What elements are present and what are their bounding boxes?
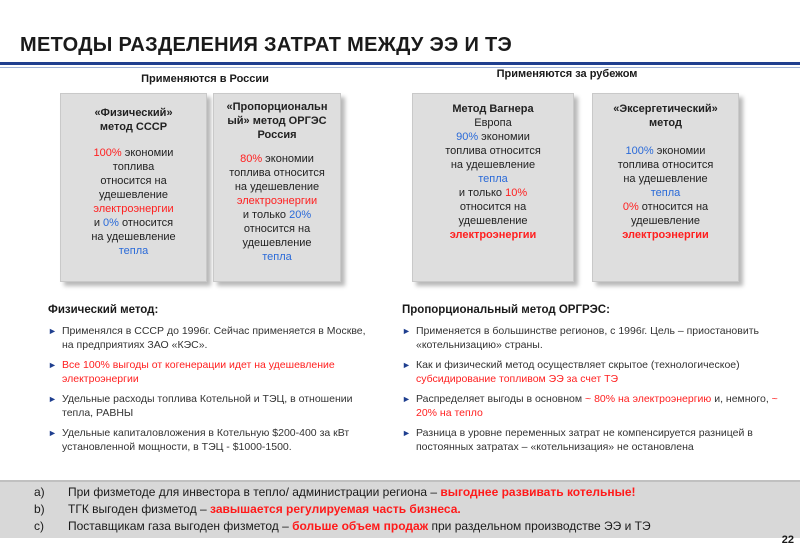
conclusions-panel (0, 480, 800, 538)
list-item: ► Удельные расходы топлива Котельной и ТЭЦ, в отношении тепла, РАВНЫ (48, 393, 353, 419)
list-item: ► Распределяет выгоды в основном ~ 80% на электроэнергию и, немного, ~ 20% на тепло (402, 393, 778, 419)
list-item: ► Применяется в большинстве регионов, с 1996г. Цель – приостановить «котельнизацию» страны. (402, 325, 759, 351)
percent-value: 100% (93, 147, 122, 159)
conclusion-c: c) Поставщикам газа выгоден физметод – больше объем продаж при раздельном производстве ЭЭ и ТЭ (34, 519, 651, 533)
card-line: топлива относится (229, 167, 325, 179)
list-item: ► Удельные капиталовложения в Котельную $200-400 за кВт установленной мощности, в ТЭЦ - $1000-1500. (48, 427, 350, 453)
percent-value: 100% (625, 145, 654, 157)
card-line: на удешевление (450, 159, 536, 171)
card-line: удешевление (242, 237, 312, 249)
card-line: относится на (243, 223, 311, 235)
list-item: ► Разница в уровне переменных затрат не компенсируется разницей в постоянных затратах – «котельнизация» не остановлена (402, 427, 753, 453)
group-label-russia: Применяются в России (141, 73, 269, 85)
card-title: ый» метод ОРГЭС (227, 115, 327, 127)
card-proportional-method (213, 93, 341, 282)
card-title: «Эксергетический» (613, 103, 718, 115)
bullet-marker-icon: ► (48, 394, 57, 404)
page-number: 22 (781, 534, 794, 546)
card-title: метод (649, 117, 682, 129)
bullet-marker-icon: ► (48, 326, 57, 336)
list-item: ► Как и физический метод осуществляет скрытое (технологическое) субсидирование топливом ЭЭ за счет ТЭ (402, 359, 740, 385)
card-line: тепла (262, 251, 292, 263)
card-exergetic-method (592, 93, 739, 282)
card-line: и только 20% (242, 209, 312, 221)
bullet-marker-icon: ► (402, 326, 411, 336)
bullet-marker-icon: ► (402, 394, 411, 404)
card-line: удешевление (458, 215, 528, 227)
bullet-list-proportional (402, 324, 782, 460)
group-label-abroad: Применяются за рубежом (496, 68, 638, 80)
conclusion-b: b) ТГК выгоден физметод – завышается регулируемая часть бизнеса. (34, 502, 461, 516)
card-line: 90% экономии (456, 131, 530, 143)
percent-value: 90% (456, 131, 479, 143)
card-title: Россия (257, 129, 297, 141)
card-line: 80% экономии (240, 153, 314, 165)
card-line: тепла (478, 173, 508, 185)
card-line: электроэнергии (93, 203, 174, 215)
conclusion-a: a) При физметоде для инвестора в тепло/ администрации региона – выгоднее развивать котельные! (34, 485, 636, 499)
bullet-marker-icon: ► (402, 360, 411, 370)
card-line: тепла (118, 245, 149, 257)
card-line: удешевление (98, 189, 169, 201)
card-line: на удешевление (234, 181, 320, 193)
title-underline (0, 62, 800, 65)
page-title: МЕТОДЫ РАЗДЕЛЕНИЯ ЗАТРАТ МЕЖДУ ЭЭ И ТЭ (20, 34, 513, 56)
percent-value: 80% (240, 153, 263, 165)
card-line: электроэнергии (622, 229, 709, 241)
card-line: электроэнергии (236, 195, 318, 207)
card-line: 100% экономии (93, 147, 174, 159)
card-line: топлива (112, 161, 155, 173)
card-wagner-method (412, 93, 574, 282)
card-title: Метод Вагнера (452, 103, 534, 115)
card-physical-method (60, 93, 207, 282)
section-heading-proportional: Пропорциональный метод ОРГРЭС: (402, 304, 610, 316)
card-line: и только 10% (458, 187, 528, 199)
card-line: относится на (459, 201, 527, 213)
card-line: удешевление (630, 215, 701, 227)
bullet-list-physical (48, 324, 378, 460)
card-line: топлива относится (617, 159, 714, 171)
card-line: относится на (100, 175, 167, 187)
card-title: метод СССР (99, 121, 168, 133)
bullet-marker-icon: ► (402, 428, 411, 438)
card-line: 100% экономии (625, 145, 706, 157)
card-line: на удешевление (91, 231, 176, 243)
card-title: «Пропорциональн (226, 101, 328, 113)
card-subtitle: Европа (474, 117, 512, 129)
card-line: 0% относится на (622, 201, 709, 213)
card-line: тепла (650, 187, 681, 199)
card-line: топлива относится (445, 145, 541, 157)
list-item: ► Применялся в СССР до 1996г. Сейчас применяется в Москве, на предприятиях ЗАО «КЭС». (48, 325, 366, 351)
section-heading-physical: Физический метод: (48, 304, 159, 316)
bullet-marker-icon: ► (48, 360, 57, 370)
card-line: и 0% относится (93, 217, 174, 229)
card-line: электроэнергии (449, 229, 537, 241)
bullet-marker-icon: ► (48, 428, 57, 438)
list-item: ► Все 100% выгоды от когенерации идет на удешевление электроэнергии (48, 359, 335, 385)
card-title: «Физический» (94, 107, 173, 119)
card-line: на удешевление (623, 173, 708, 185)
